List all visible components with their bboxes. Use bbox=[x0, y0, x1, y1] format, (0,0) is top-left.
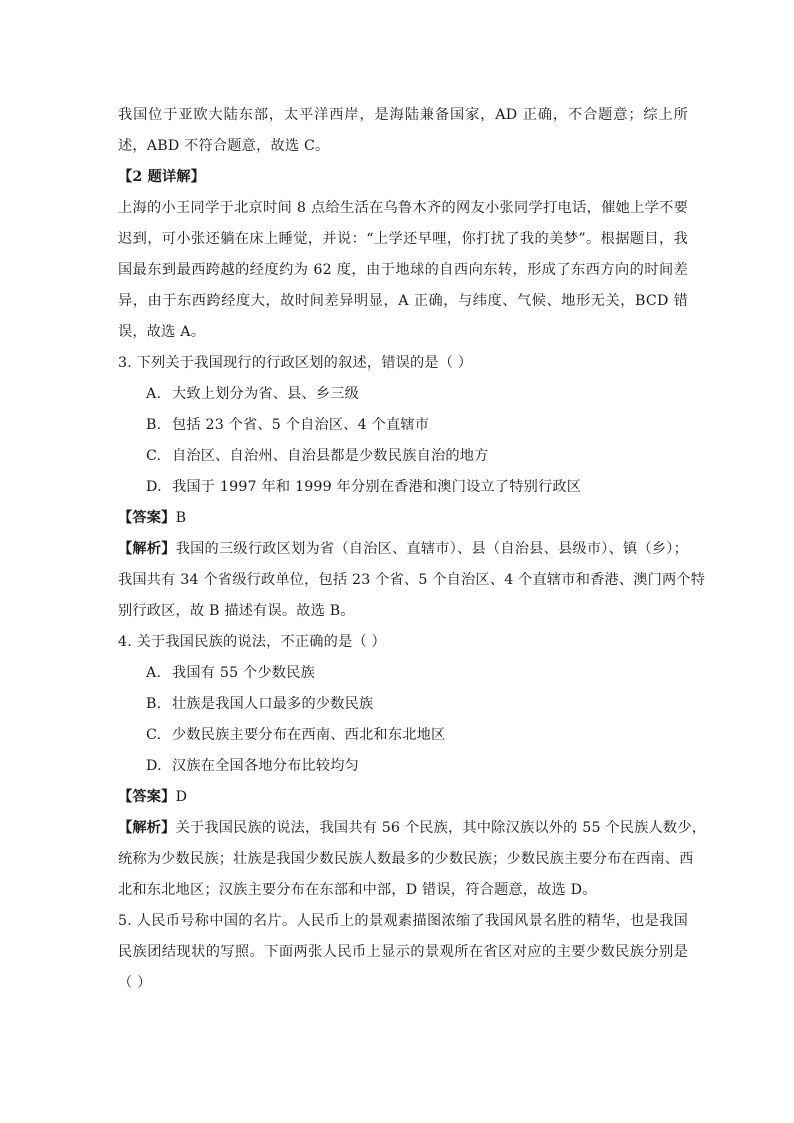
text-line: 异，由于东西跨经度大，故时间差异明显，A 正确，与纬度、气候、地形无关，BCD 错 bbox=[118, 293, 688, 309]
question-4-option-a bbox=[118, 658, 688, 689]
option-letter: A. bbox=[146, 665, 162, 681]
question-5-stem bbox=[118, 906, 688, 999]
text-line: 统称为少数民族；壮族是我国少数民族人数最多的少数民族；少数民族主要分布在西南、西 bbox=[118, 851, 694, 867]
question-3-option-a bbox=[118, 379, 688, 410]
option-text: 大致上划分为省、县、乡三级 bbox=[172, 386, 360, 402]
question-3-analysis bbox=[118, 534, 706, 627]
question-3-option-c bbox=[118, 441, 688, 472]
text-line: （ ） bbox=[118, 975, 152, 991]
question-4-option-b bbox=[118, 689, 688, 720]
option-text: 包括 23 个省、5 个自治区、4 个直辖市 bbox=[172, 417, 430, 433]
option-letter: B. bbox=[146, 417, 162, 433]
q2-detail-paragraph bbox=[118, 193, 688, 348]
text-line bbox=[118, 813, 707, 844]
text-line: 上海的小王同学于北京时间 8 点给生活在乌鲁木齐的网友小张同学打电话，催她上学不要 bbox=[118, 200, 688, 216]
continuation-paragraph bbox=[118, 100, 688, 162]
q2-detail-heading: 【2 题详解】 bbox=[118, 169, 206, 185]
question-3-stem: 3. 下列关于我国现行的行政区划的叙述，错误的是（ ） bbox=[118, 355, 473, 371]
question-4-option-d bbox=[118, 751, 688, 782]
document-body bbox=[118, 100, 707, 999]
analysis-label: 【解析】 bbox=[118, 820, 176, 836]
answer-label: 【答案】 bbox=[118, 510, 176, 526]
text-line: 民族团结现状的写照。下面两张人民币上显示的景观所在省区对应的主要少数民族分别是 bbox=[118, 944, 688, 960]
question-4-stem: 4. 关于我国民族的说法，不正确的是（ ） bbox=[118, 634, 386, 650]
option-letter: B. bbox=[146, 696, 162, 712]
option-letter: C. bbox=[146, 448, 162, 464]
text-line: 述，ABD 不符合题意，故选 C。 bbox=[118, 138, 330, 154]
question-4-option-c bbox=[118, 720, 688, 751]
option-letter: C. bbox=[146, 727, 162, 743]
text-line: 我国位于亚欧大陆东部，太平洋西岸，是海陆兼备国家，AD 正确，不合题意；综上所 bbox=[118, 107, 688, 123]
text-line: 北和东北地区；汉族主要分布在东部和中部，D 错误，符合题意，故选 D。 bbox=[118, 882, 597, 898]
option-letter: D. bbox=[146, 758, 162, 774]
option-text: 壮族是我国人口最多的少数民族 bbox=[172, 696, 374, 712]
answer-label: 【答案】 bbox=[118, 789, 176, 805]
option-text: 少数民族主要分布在西南、西北和东北地区 bbox=[172, 727, 446, 743]
option-letter: A. bbox=[146, 386, 162, 402]
question-3-option-b bbox=[118, 410, 688, 441]
option-text: 我国于 1997 年和 1999 年分别在香港和澳门设立了特别行政区 bbox=[172, 479, 582, 495]
text-line: 我国共有 34 个省级行政单位，包括 23 个省、5 个自治区、4 个直辖市和香港、澳门两个特 bbox=[118, 572, 706, 588]
answer-value: B bbox=[175, 510, 187, 526]
question-3-answer bbox=[118, 503, 688, 534]
option-text: 我国有 55 个少数民族 bbox=[172, 665, 315, 681]
question-4-analysis bbox=[118, 813, 707, 906]
text-line: 迟到，可小张还躺在床上睡觉，并说：“上学还早哩，你打扰了我的美梦”。根据题目，我 bbox=[118, 231, 688, 247]
text-line: 别行政区，故 B 描述有误。故选 B。 bbox=[118, 603, 355, 619]
analysis-label: 【解析】 bbox=[118, 541, 176, 557]
text-line: 国最东到最西跨越的经度约为 62 度，由于地球的自西向东转，形成了东西方向的时间差 bbox=[118, 262, 688, 278]
option-text: 汉族在全国各地分布比较均匀 bbox=[172, 758, 360, 774]
text-line: 误，故选 A。 bbox=[118, 324, 206, 340]
analysis-text: 我国的三级行政区划为省（自治区、直辖市）、县（自治县、县级市）、镇（乡）； bbox=[175, 541, 688, 557]
option-text: 自治区、自治州、自治县都是少数民族自治的地方 bbox=[172, 448, 489, 464]
option-letter: D. bbox=[146, 479, 162, 495]
text-line: 5. 人民币号称中国的名片。人民币上的景观素描图浓缩了我国风景名胜的精华，也是我国 bbox=[118, 913, 688, 929]
answer-value: D bbox=[175, 789, 188, 805]
text-line bbox=[118, 534, 688, 565]
question-3-option-d bbox=[118, 472, 688, 503]
analysis-text: 关于我国民族的说法，我国共有 56 个民族，其中除汉族以外的 55 个民族人数少， bbox=[175, 820, 707, 836]
question-4-answer bbox=[118, 782, 688, 813]
